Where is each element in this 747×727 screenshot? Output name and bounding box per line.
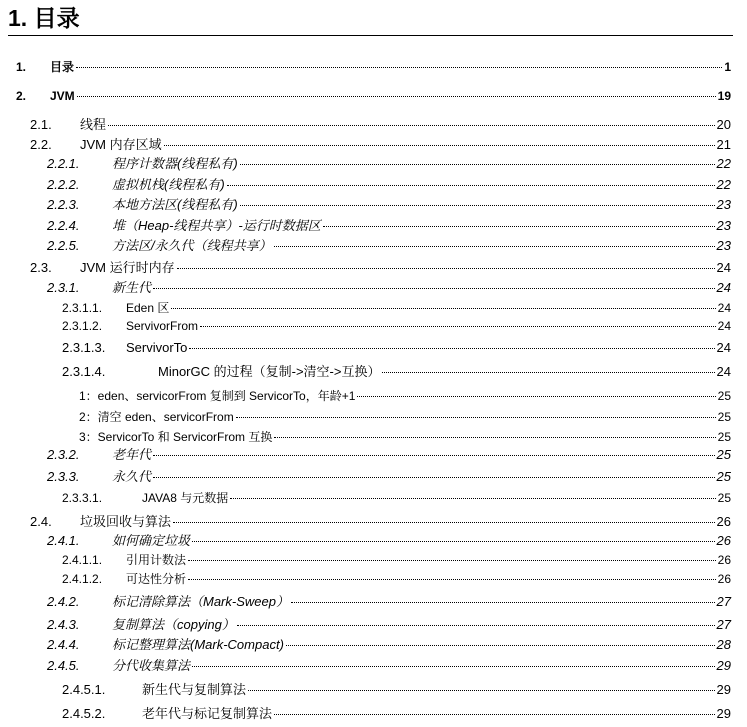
dot-leader	[153, 288, 715, 289]
toc-entry[interactable]	[62, 340, 731, 356]
toc-entry-number: 2.3.1.3.	[62, 340, 106, 355]
toc-entry-page: 21	[716, 137, 731, 152]
page-title: 1. 目录	[8, 5, 80, 31]
toc-entry-number: 2.2.	[30, 137, 52, 152]
heading-rule	[8, 35, 733, 36]
toc-entry-page: 23	[716, 218, 731, 233]
dot-leader	[188, 579, 716, 580]
toc-entry-number: 2.2.2.	[47, 177, 80, 192]
toc-entry[interactable]	[47, 218, 731, 234]
toc-entry-page: 24	[717, 319, 731, 333]
toc-entry-number: 2.4.5.1.	[62, 682, 106, 697]
toc-entry-number: 2.4.3.	[47, 617, 80, 632]
toc-entry-page: 25	[717, 389, 731, 403]
toc-entry-number: 2.4.5.2.	[62, 706, 106, 721]
toc-entry[interactable]	[47, 533, 731, 549]
toc-entry[interactable]	[16, 88, 731, 104]
dot-leader	[189, 348, 714, 349]
toc-entry-page: 25	[717, 430, 731, 444]
toc-entry-page: 26	[717, 553, 731, 567]
toc-entry-number: 2.4.4.	[47, 637, 80, 652]
toc-entry-number: 2.3.3.	[47, 469, 80, 484]
toc-entry[interactable]	[79, 429, 731, 445]
toc-entry-number: 2.3.1.	[47, 280, 80, 295]
toc-entry-page: 28	[716, 637, 731, 652]
toc-entry-number: 2.3.2.	[47, 447, 80, 462]
toc-entry-number: 2.4.2.	[47, 594, 80, 609]
dot-leader	[77, 96, 716, 97]
toc-entry-title: 可达性分析	[126, 572, 187, 586]
toc-entry-title: 垃圾回收与算法	[80, 514, 172, 529]
toc-entry-title: 线程	[80, 117, 107, 132]
toc-entry[interactable]	[47, 156, 731, 172]
toc-entry-number: 2.2.1.	[47, 156, 80, 171]
toc-entry[interactable]	[62, 552, 731, 568]
dot-leader	[382, 372, 714, 373]
toc-entry[interactable]	[30, 137, 731, 153]
dot-leader	[153, 477, 715, 478]
toc-entry-page: 25	[716, 469, 731, 484]
toc-entry-title: 程序计数器(线程私有)	[112, 156, 238, 171]
toc-entry[interactable]	[62, 318, 731, 334]
toc-entry[interactable]	[47, 280, 731, 296]
toc-entry-number: 2.	[16, 89, 27, 103]
toc-entry-title: 复制算法（copying）	[112, 617, 235, 632]
toc-entry-number: 2.2.5.	[47, 238, 80, 253]
dot-leader	[188, 560, 716, 561]
toc-entry-page: 20	[716, 117, 731, 132]
toc-entry[interactable]	[47, 617, 731, 633]
dot-leader	[76, 67, 722, 68]
dot-leader	[240, 164, 715, 165]
dot-leader	[177, 268, 715, 269]
dot-leader	[274, 714, 715, 715]
toc-entry-title: ServivorTo	[126, 340, 188, 355]
toc-entry-number: 2.1.	[30, 117, 52, 132]
toc-entry-title: 方法区/永久代（线程共享）	[112, 238, 272, 253]
toc-entry-title: 永久代	[112, 469, 152, 484]
toc-entry-title: 标记整理算法(Mark-Compact)	[112, 637, 284, 652]
toc-entry-title: 本地方法区(线程私有)	[112, 197, 238, 212]
toc-entry-page: 23	[716, 197, 731, 212]
toc-entry-page: 25	[717, 410, 731, 424]
toc-entry-page: 24	[716, 340, 731, 355]
toc-entry-page: 25	[717, 491, 731, 505]
toc-entry[interactable]	[47, 637, 731, 653]
toc-entry-page: 22	[716, 177, 731, 192]
toc-entry-page: 26	[717, 572, 731, 586]
toc-entry[interactable]	[30, 117, 731, 133]
toc-entry-title: 新生代	[112, 280, 152, 295]
toc-entry-title: JVM	[50, 89, 75, 103]
toc-entry-page: 24	[716, 260, 731, 275]
toc-entry-number: 2.4.1.	[47, 533, 80, 548]
toc-entry-title: JVM 内存区域	[80, 137, 162, 152]
toc-entry-title: 引用计数法	[126, 553, 187, 567]
dot-leader	[171, 308, 715, 309]
dot-leader	[173, 522, 715, 523]
toc-entry-page: 24	[716, 280, 731, 295]
toc-entry-title: 如何确定垃圾	[112, 533, 191, 548]
toc-entry-page: 22	[716, 156, 731, 171]
toc-entry-title: MinorGC 的过程（复制->清空->互换）	[158, 364, 381, 379]
dot-leader	[230, 498, 715, 499]
toc-entry-title: 分代收集算法	[112, 658, 191, 673]
toc-entry-title: 1：eden、servicorFrom 复制到 ServicorTo，年龄+1	[79, 389, 356, 403]
toc-entry[interactable]	[47, 238, 731, 254]
dot-leader	[153, 455, 715, 456]
dot-leader	[357, 396, 715, 397]
toc-entry[interactable]	[47, 658, 731, 674]
toc-entry-page: 26	[716, 514, 731, 529]
dot-leader	[108, 125, 715, 126]
toc-entry-number: 2.4.5.	[47, 658, 80, 673]
toc-entry[interactable]	[62, 300, 731, 316]
toc-entry-page: 24	[716, 364, 731, 379]
dot-leader	[236, 417, 716, 418]
toc-entry-number: 2.2.4.	[47, 218, 80, 233]
toc-entry-title: 新生代与复制算法	[142, 682, 247, 697]
toc-entry-title: ServivorFrom	[126, 319, 199, 333]
toc-entry-number: 2.3.1.1.	[62, 301, 103, 315]
toc-entry[interactable]	[47, 197, 731, 213]
toc-entry-title: JAVA8 与元数据	[142, 491, 229, 505]
toc-entry-page: 23	[716, 238, 731, 253]
toc-entry[interactable]	[62, 571, 731, 587]
toc-entry-title: 2：清空 eden、servicorFrom	[79, 410, 234, 424]
toc-entry[interactable]	[79, 388, 731, 404]
toc-entry[interactable]	[62, 490, 731, 506]
dot-leader	[237, 625, 715, 626]
toc-entry-number: 2.4.	[30, 514, 52, 529]
toc-entry[interactable]	[16, 59, 731, 75]
toc-entry-title: 虚拟机栈(线程私有)	[112, 177, 225, 192]
toc-entry-page: 24	[717, 301, 731, 315]
toc-entry[interactable]	[79, 409, 731, 425]
dot-leader	[192, 666, 715, 667]
toc-entry-page: 29	[716, 706, 731, 721]
toc-entry-page: 1	[724, 60, 731, 74]
toc-entry-title: JVM 运行时内存	[80, 260, 175, 275]
toc-entry[interactable]	[62, 364, 731, 380]
toc-entry-title: 老年代与标记复制算法	[142, 706, 273, 721]
toc-entry[interactable]	[47, 447, 731, 463]
toc-entry-page: 27	[716, 594, 731, 609]
toc-entry[interactable]	[47, 469, 731, 485]
dot-leader	[274, 437, 715, 438]
dot-leader	[323, 226, 715, 227]
toc-entry-page: 25	[716, 447, 731, 462]
toc-entry-number: 2.3.	[30, 260, 52, 275]
toc-entry-number: 2.4.1.1.	[62, 553, 103, 567]
toc-entry-title: 目录	[50, 60, 75, 74]
toc-entry-page: 27	[716, 617, 731, 632]
toc-entry-title: 标记清除算法（Mark-Sweep）	[112, 594, 289, 609]
dot-leader	[291, 602, 715, 603]
toc-entry[interactable]	[30, 260, 731, 276]
dot-leader	[248, 690, 715, 691]
toc-entry-number: 2.3.3.1.	[62, 491, 103, 505]
toc-entry-page: 29	[716, 682, 731, 697]
toc-entry[interactable]	[62, 682, 731, 698]
toc-entry-page: 29	[716, 658, 731, 673]
toc-entry[interactable]	[47, 177, 731, 193]
toc-entry-number: 2.3.1.4.	[62, 364, 106, 379]
dot-leader	[200, 326, 716, 327]
toc-entry-page: 19	[717, 89, 731, 103]
toc-entry-title: Eden 区	[126, 301, 170, 315]
toc-entry[interactable]	[47, 594, 731, 610]
dot-leader	[274, 246, 715, 247]
toc-entry-number: 2.2.3.	[47, 197, 80, 212]
toc-entry-title: 老年代	[112, 447, 152, 462]
toc-entry-title: 3：ServicorTo 和 ServicorFrom 互换	[79, 430, 273, 444]
toc-entry[interactable]	[62, 706, 731, 722]
toc-entry-number: 2.3.1.2.	[62, 319, 103, 333]
toc-entry-title: 堆（Heap-线程共享）-运行时数据区	[112, 218, 321, 233]
toc-entry-page: 26	[716, 533, 731, 548]
dot-leader	[192, 541, 715, 542]
toc-entry[interactable]	[30, 514, 731, 530]
dot-leader	[286, 645, 715, 646]
dot-leader	[164, 145, 715, 146]
toc-entry-number: 1.	[16, 60, 27, 74]
dot-leader	[240, 205, 715, 206]
toc-entry-number: 2.4.1.2.	[62, 572, 103, 586]
dot-leader	[227, 185, 715, 186]
